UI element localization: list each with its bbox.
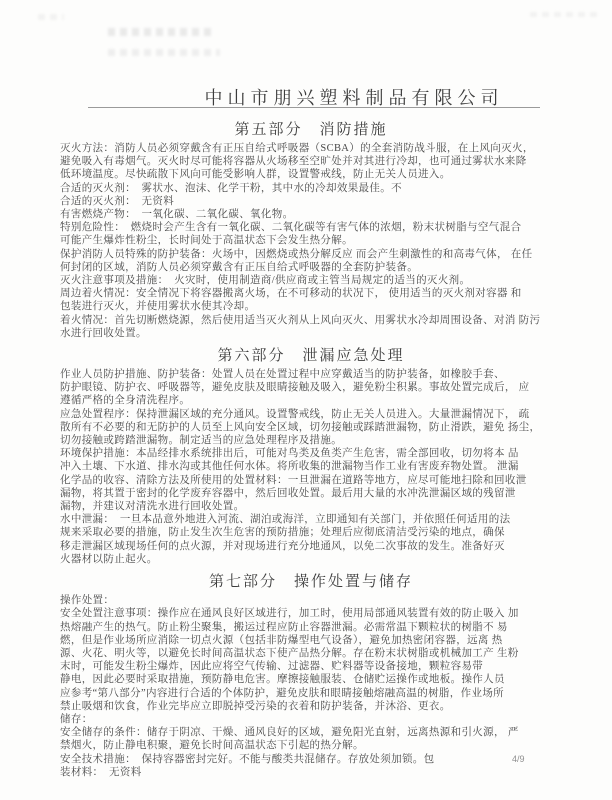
header-divider	[88, 107, 540, 108]
document-section	[60, 118, 562, 340]
text-line: 储存：	[60, 713, 93, 725]
page-number: 4/9	[512, 754, 525, 764]
text-line: 冲入土壤、下水道、排水沟或其他任何水体。将所收集的泄漏物当作工业有害废弃物处置。 泄漏	[60, 461, 519, 473]
text-line: 何封闭的区域，消防人员必须穿戴含有正压自给式呼吸器的全套防护装备。	[60, 261, 419, 273]
scan-artifact	[38, 14, 64, 20]
text-line: 装材料： 无资料	[60, 766, 142, 778]
document-section	[60, 344, 562, 566]
section-heading: 第五部分 消防措施	[234, 122, 388, 138]
text-line: 可能产生爆炸性粉尘，长时间处于高温状态下会发生热分解。	[60, 235, 353, 247]
text-line: 有害燃烧产物： 一氧化碳、二氧化碳、氧化物。	[60, 209, 294, 221]
section-heading: 第七部分 操作处置与储存	[208, 574, 413, 591]
text-line: 末时，可能发生粉尘爆炸，因此应将空气传输、过滤器、贮料器等设备接地，颗粒容易带	[60, 661, 484, 673]
text-line: 合适的灭火剂： 无资料	[60, 195, 175, 207]
text-line: 防护眼镜、防护衣、呼吸器等，避免皮肤及眼睛接触及吸入，避免粉尘积累。事故处置完成后， 应	[60, 382, 530, 394]
text-line: 散所有不必要的和无防护的人员至上风向安全区域，切勿接触或踩踏泄漏物，防止滑跌，避免 扬尘，	[60, 421, 541, 433]
text-line: 应参考“第八部分”内容进行合适的个体防护，避免皮肤和眼睛接触熔融高温的树脂，作业场所	[60, 687, 505, 699]
text-line: 着火情况：首先切断燃烧源，然后使用适当灭火剂从上风向灭火、用雾状水冷却周围设备、对消 防污	[60, 314, 541, 326]
text-line: 保护消防人员特殊的防护装备：火场中，因燃烧或热分解反应 而会产生刺激性的和高毒气体， 在任	[60, 248, 533, 260]
text-line: 禁烟火，防止静电积聚，避免长时间高温状态下引起的热分解。	[60, 740, 364, 752]
text-line: 燃，但是作业场所应消除一切点火源（包括非防爆型电气设备），避免加热密闭容器，远离 热	[60, 634, 503, 646]
text-line: 包装进行灭火，并使用雾状水使其冷却。	[60, 301, 256, 313]
scan-artifact	[108, 49, 220, 56]
text-line: 漏物，并建议对清洗水进行回收处置。	[60, 501, 245, 513]
text-line: 热熔融产生的热气。防止粉尘聚集，搬运过程应防止容器泄漏。必需常温下颗粒状的树脂不 易	[60, 621, 508, 633]
text-line: 源、火花、明火等，以避免长时间高温状态下使产品热分解。存在粉末状树脂或机械加工产 生粉	[60, 647, 519, 659]
scan-artifact	[530, 12, 600, 17]
text-line: 移走泄漏区域现场任何的点火源，并对现场进行充分地通风，以免二次事故的发生。准备好灭	[60, 540, 505, 552]
text-line: 合适的灭火剂： 雾状水、泡沫、化学干粉，其中水的冷却效果最佳。不	[60, 182, 402, 194]
text-line: 火器材以防止起火。	[60, 553, 158, 565]
document-body	[60, 114, 562, 779]
text-line: 水进行回收处置。	[60, 327, 147, 339]
text-line: 特别危险性： 燃烧时会产生含有一氧化碳、二氧化碳等有害气体的浓烟，粉末状树脂与空气混合	[60, 222, 522, 234]
text-line: 应急处置程序：保持泄漏区域的充分通风。设置警戒线，防止无关人员进入。大量泄漏情况下， 疏	[60, 408, 530, 420]
text-line: 静电，因此必要时采取措施，预防静电危害。摩擦接触服装、仓储贮运操作或地板。操作人员	[60, 674, 505, 686]
document-section	[60, 570, 562, 779]
text-line: 遵循严格的全身清洗程序。	[60, 395, 191, 407]
text-line: 操作处置：	[60, 595, 115, 607]
text-line: 灭火注意事项及措施： 火灾时，使用制造商/供应商或主管当局规定的适当的灭火剂。	[60, 275, 471, 287]
text-line: 环境保护措施：本品经排水系统排出后，可能对鸟类及鱼类产生危害，需全部回收，切勿将本 品	[60, 448, 519, 460]
text-line: 避免吸入有毒烟气。灭火时尽可能将容器从火场移至空旷处并对其进行冷却，也可通过雾状水来降	[60, 156, 527, 168]
text-line: 水中泄漏： 一旦本品意外地进入河流、湖泊或海洋，立即通知有关部门，并依照任何适用的法	[60, 514, 511, 526]
text-line: 禁止吸烟和饮食，作业完毕应立即脱掉受污染的衣着和防护装备，并沐浴、更衣。	[60, 700, 451, 712]
text-line: 作业人员防护措施、防护装备：处置人员在处置过程中应穿戴适当的防护装备，如橡胶手套、	[60, 369, 505, 381]
text-line: 低环境温度。尽快疏散下风向可能受影响人群，设置警戒线，防止无关人员进入。	[60, 169, 451, 181]
text-line: 漏物，将其置于密封的化学废弃容器中，然后回收处置。最后用大量的水冲洗泄漏区域的残留泄	[60, 487, 516, 499]
text-line: 安全储存的条件：储存于阴凉、干燥、通风良好的区域，避免阳光直射，远离热源和引火源， 严	[60, 727, 519, 739]
text-line: 灭火方法：消防人员必须穿戴含有正压自给式呼吸器（SCBA）的全套消防战斗服，在上风向灭火，	[60, 143, 534, 154]
text-line: 周边着火情况：安全情况下将容器搬离火场，在不可移动的状况下， 使用适当的灭火剂对容器 和	[60, 288, 522, 300]
text-line: 切勿接触或跨踏泄漏物。制定适当的应急处理程序及措施。	[60, 435, 343, 447]
scan-artifact	[108, 28, 212, 36]
text-line: 安全技术措施： 保持容器密封完好。不能与酸类共混储存。存放处须加锁。包	[60, 753, 435, 765]
text-line: 化学品的收容、清除方法及所使用的处置材料：一旦泄漏在道路等地方，应尽可能地扫除和回收泄	[60, 474, 527, 486]
section-heading: 第六部分 泄漏应急处理	[217, 348, 405, 365]
text-line: 规来采取必要的措施，防止发生次生危害的预防措施；处理后应彻底清洁受污染的地点，确保	[60, 527, 505, 539]
company-title: 中山市朋兴塑料制品有限公司	[204, 88, 504, 108]
text-line: 安全处置注意事项：操作应在通风良好区域进行，加工时，使用局部通风装置有效的防止吸入 加	[60, 608, 519, 620]
